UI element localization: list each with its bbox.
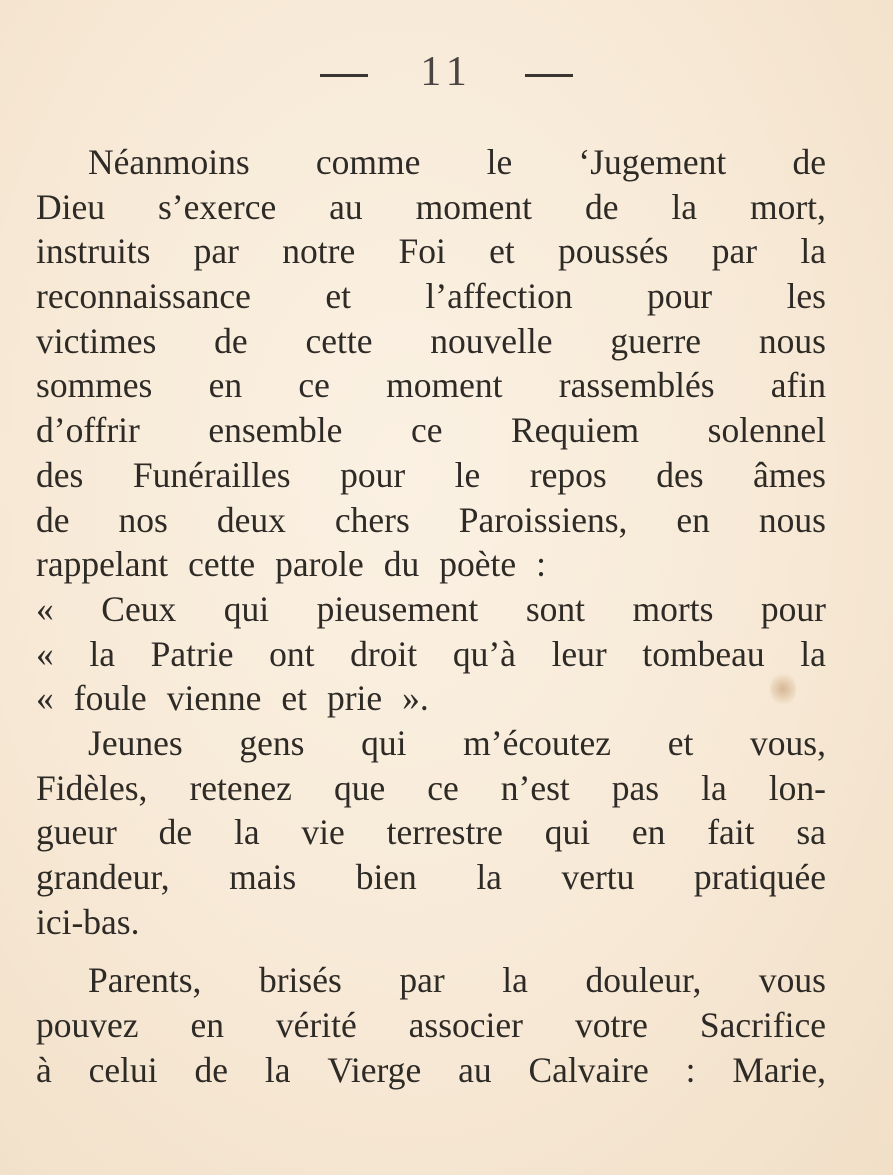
- word: pas: [611, 767, 660, 808]
- word: bien: [355, 857, 417, 897]
- word: ont: [269, 633, 315, 674]
- word: droit: [350, 633, 418, 674]
- word: sommes: [36, 365, 153, 406]
- word: douleur,: [585, 960, 702, 1001]
- text-line: [36, 453, 826, 498]
- text-line: [36, 766, 826, 811]
- word: «: [36, 678, 54, 719]
- word: rappelant: [36, 544, 169, 585]
- word: la: [701, 767, 727, 808]
- word: Jeunes: [88, 722, 183, 763]
- word: pratiquée: [693, 857, 826, 897]
- word: des: [656, 454, 704, 495]
- text-line: [36, 958, 826, 1003]
- word: nouvelle: [430, 320, 553, 361]
- word: «: [36, 633, 54, 674]
- word: qui: [544, 812, 591, 853]
- word: de: [194, 1049, 229, 1090]
- word: prie: [326, 678, 383, 719]
- word: grandeur,: [36, 857, 170, 897]
- text-line: [36, 408, 826, 453]
- word: pour: [647, 276, 713, 317]
- word: tombeau: [642, 633, 765, 674]
- word: en: [676, 499, 710, 540]
- word: pouvez: [36, 1005, 139, 1046]
- word: du: [383, 544, 420, 585]
- word: poète: [439, 544, 517, 585]
- word: de: [584, 186, 619, 227]
- word: qui: [361, 722, 407, 763]
- quote-line: [36, 676, 826, 721]
- word: foule: [73, 678, 147, 719]
- text-line: [36, 542, 826, 587]
- word: moment: [386, 365, 503, 406]
- quote-line: [36, 587, 826, 632]
- word: par: [193, 231, 240, 272]
- word: n’est: [500, 767, 570, 808]
- text-line: [36, 274, 826, 319]
- word: ici-bas.: [36, 901, 140, 942]
- word: deux: [216, 499, 286, 540]
- word: la: [800, 231, 826, 272]
- word: au: [458, 1049, 492, 1090]
- word: Paroissiens,: [458, 499, 628, 540]
- word: ce: [298, 365, 330, 406]
- word: Funérailles: [132, 454, 291, 495]
- word: associer: [408, 1005, 523, 1046]
- word: ce: [410, 410, 443, 451]
- word: en: [631, 812, 666, 853]
- text-line: [36, 1003, 826, 1048]
- word: âmes: [753, 454, 826, 495]
- text-line: [36, 721, 826, 766]
- word: en: [190, 1005, 224, 1046]
- word: et: [281, 678, 307, 719]
- word: Marie,: [732, 1049, 826, 1090]
- word: mort,: [750, 186, 826, 227]
- word: parole: [275, 544, 364, 585]
- left-dash: [320, 74, 368, 77]
- word: votre: [574, 1005, 648, 1046]
- word: la: [264, 1049, 291, 1090]
- quote-line: [36, 632, 826, 677]
- word: des: [36, 454, 84, 495]
- word: solennel: [707, 410, 826, 451]
- right-dash: [525, 74, 573, 77]
- word: Parents,: [88, 960, 202, 1001]
- word: la: [233, 812, 260, 853]
- word: Ceux: [101, 588, 177, 629]
- word: et: [667, 722, 694, 763]
- word: repos: [529, 454, 607, 495]
- page-number-header: [0, 48, 893, 96]
- word: chers: [334, 499, 410, 540]
- word: de: [792, 142, 826, 182]
- text-line: [36, 498, 826, 543]
- text-line: [36, 363, 826, 408]
- word: Calvaire: [528, 1049, 649, 1090]
- word: Requiem: [510, 410, 640, 451]
- word: terrestre: [386, 812, 503, 853]
- word: ».: [402, 678, 429, 719]
- word: et: [489, 231, 515, 272]
- word: instruits: [36, 231, 151, 272]
- word: de: [36, 499, 70, 540]
- word: pour: [760, 588, 826, 629]
- word: par: [711, 231, 758, 272]
- word: au: [329, 186, 363, 227]
- word: la: [89, 633, 116, 674]
- word: vertu: [561, 857, 635, 897]
- word: l’affection: [425, 276, 573, 317]
- word: le: [454, 454, 481, 495]
- word: ‘Jugement: [578, 142, 727, 182]
- word: Vierge: [327, 1049, 422, 1090]
- word: Patrie: [150, 633, 234, 674]
- word: gueur: [36, 812, 117, 853]
- word: nous: [758, 499, 826, 540]
- word: fait: [707, 812, 755, 853]
- word: cette: [305, 320, 373, 361]
- text-line: [36, 319, 826, 364]
- word: Foi: [398, 231, 446, 272]
- word: retenez: [189, 767, 292, 808]
- word: comme: [315, 142, 421, 182]
- word: la: [476, 857, 502, 897]
- text-line: [36, 900, 826, 945]
- word: moment: [415, 186, 532, 227]
- word: Fidèles,: [36, 767, 148, 808]
- word: vous,: [750, 722, 826, 763]
- word: :: [685, 1049, 696, 1090]
- word: en: [208, 365, 243, 406]
- word: à: [36, 1049, 52, 1090]
- word: de: [158, 812, 193, 853]
- text-line: [36, 855, 826, 900]
- word: guerre: [610, 320, 702, 361]
- word: Sacrifice: [699, 1005, 826, 1046]
- word: gens: [239, 722, 305, 763]
- text-line: [36, 1048, 826, 1093]
- word: pour: [340, 454, 406, 495]
- text-line: [36, 229, 826, 274]
- word: ce: [427, 767, 459, 808]
- word: «: [36, 588, 54, 629]
- word: Néanmoins: [88, 142, 250, 182]
- word: vous: [758, 960, 826, 1001]
- word: nos: [118, 499, 168, 540]
- word: que: [333, 767, 386, 808]
- word: morts: [632, 588, 714, 629]
- word: m’écoutez: [463, 722, 611, 763]
- word: sa: [796, 812, 826, 853]
- text-line: [36, 140, 826, 185]
- word: qui: [223, 588, 270, 629]
- word: qu’à: [452, 633, 516, 674]
- page-number: 11: [420, 49, 473, 95]
- word: sont: [525, 588, 585, 629]
- body-text: [36, 140, 826, 1092]
- word: celui: [88, 1049, 158, 1090]
- word: vienne: [166, 678, 262, 719]
- word: cette: [188, 544, 256, 585]
- word: pieusement: [316, 588, 479, 629]
- word: d’offrir: [36, 410, 140, 451]
- word: :: [536, 544, 547, 585]
- word: ensemble: [208, 410, 343, 451]
- word: mais: [229, 857, 297, 897]
- text-line: [36, 810, 826, 855]
- word: la: [671, 186, 698, 227]
- word: reconnaissance: [36, 276, 251, 317]
- word: brisés: [258, 960, 342, 1001]
- word: de: [214, 320, 248, 361]
- word: les: [786, 276, 826, 317]
- word: notre: [282, 231, 356, 272]
- word: le: [486, 142, 513, 182]
- word: afin: [770, 365, 826, 406]
- word: victimes: [36, 320, 157, 361]
- word: par: [399, 960, 445, 1001]
- word: rassemblés: [558, 365, 715, 406]
- text-line: [36, 185, 826, 230]
- word: vie: [301, 812, 345, 853]
- word: et: [325, 276, 351, 317]
- word: Dieu: [36, 186, 106, 227]
- word: nous: [758, 320, 826, 361]
- word: la: [502, 960, 528, 1001]
- word: s’exerce: [157, 186, 277, 227]
- word: la: [800, 633, 826, 674]
- word: lon-: [768, 767, 826, 808]
- word: poussés: [558, 231, 669, 272]
- word: leur: [551, 633, 607, 674]
- word: vérité: [275, 1005, 357, 1046]
